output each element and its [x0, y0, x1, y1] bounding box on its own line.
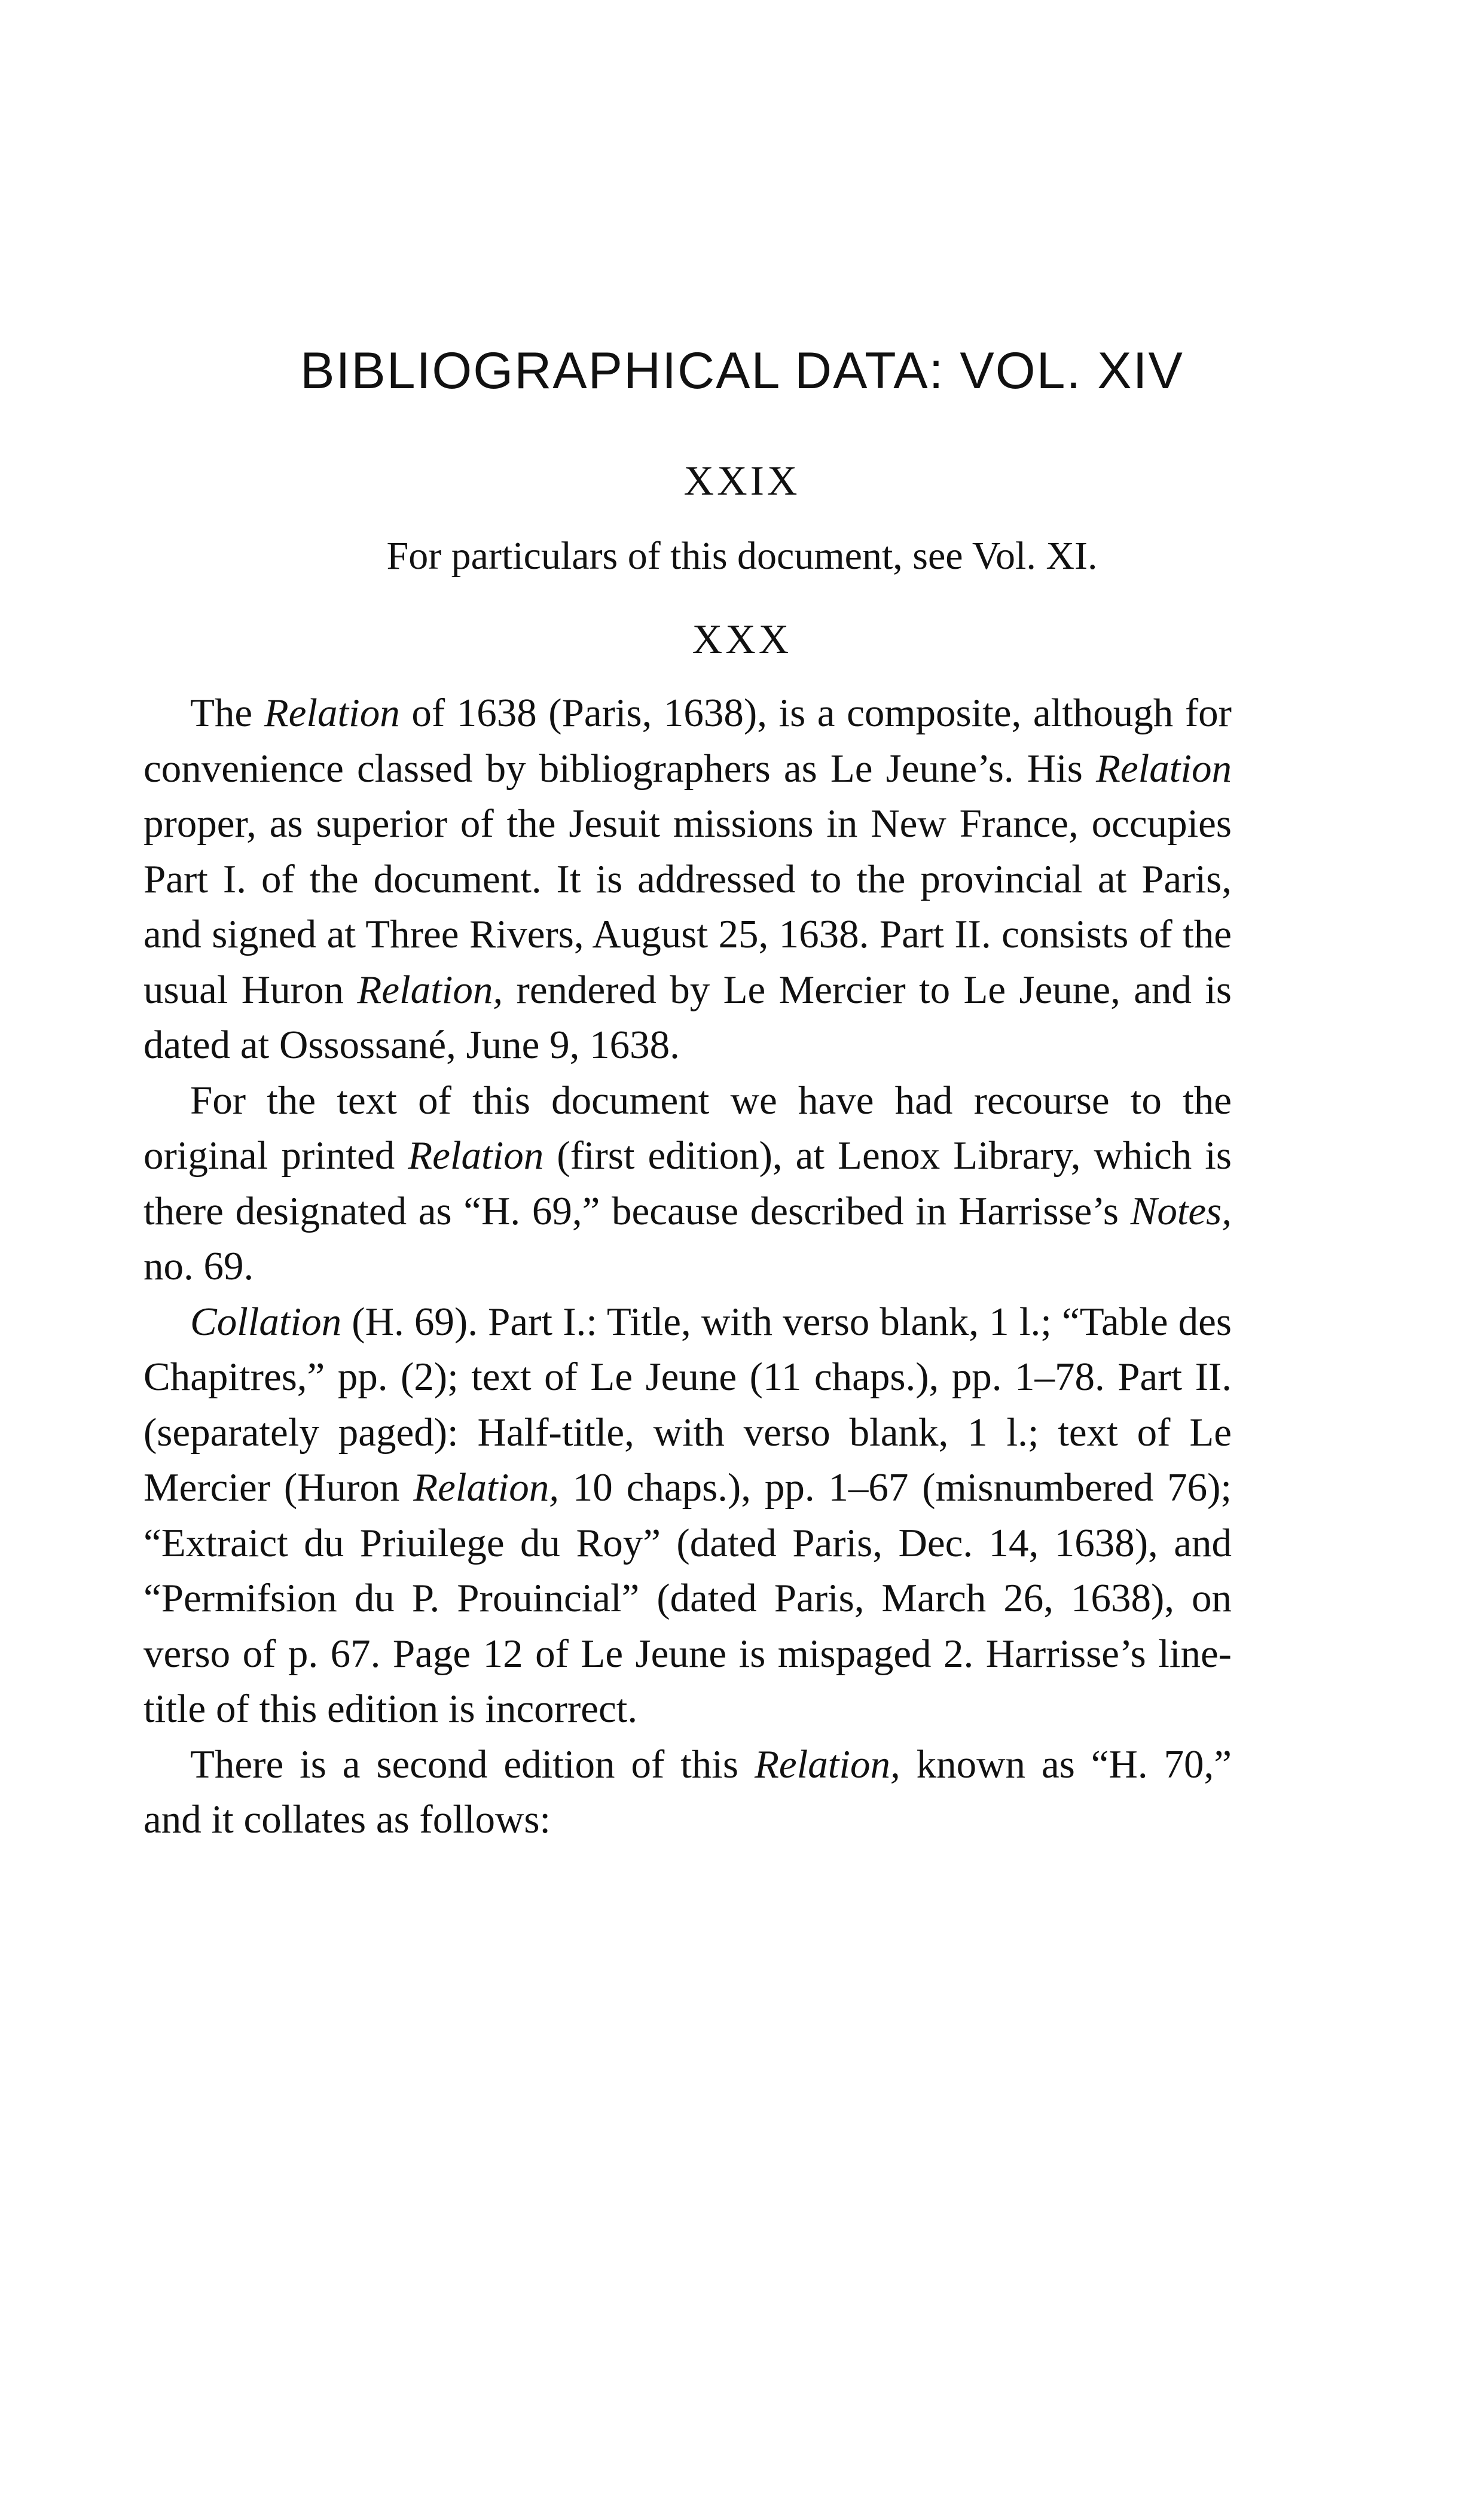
paragraph-second-edition [143, 1737, 1232, 1848]
text-run: rendered by Le Mercier to Le Jeune, and is dated at Ossossané, June 9, 1638. [143, 967, 1232, 1067]
italic-text-run: Relation, [754, 1742, 900, 1787]
text-run: (H. 69). Part I.: Title, with verso blank, 1 l.; “Table des Chapitres,” pp. (2); text of Le Jeune (11 chaps.), pp. 1–78. Part II. (separately paged): Half-title, with verso blank, 1 l.; text of Le Mercier (Huron [143, 1299, 1232, 1510]
italic-text-run: Relation [1095, 746, 1232, 791]
text-run: The [190, 691, 264, 735]
text-run: no. 69. [143, 1244, 254, 1288]
section-xxx-body [143, 685, 1232, 1848]
italic-text-run: Notes, [1130, 1188, 1232, 1233]
italic-text-run: Relation, [357, 967, 503, 1012]
text-run: (first edition), at Lenox Library, which is there designated as “H. 69,” because described in Harrisse’s [143, 1133, 1232, 1233]
italic-text-run: Collation [190, 1299, 342, 1344]
section-xxix-note: For particulars of this document, see Vol. XI. [386, 534, 1098, 578]
section-number-xxx: XXX [692, 617, 792, 663]
text-run: known as “H. 70,” and it collates as follows: [143, 1742, 1232, 1842]
text-run: of 1638 (Paris, 1638), is a composite, although for convenience classed by bibliographers as Le Jeune’s. His [143, 691, 1232, 791]
italic-text-run: Relation [408, 1133, 544, 1178]
paragraph-relation-overview [143, 685, 1232, 1073]
italic-text-run: Relation [264, 691, 400, 735]
text-run: 10 chaps.), pp. 1–67 (misnumbered 76); “Extraict du Priuilege du Roy” (dated Paris, Dec. 14, 1638), and “Permifsion du P. Prouincial” (dated Paris, March 26, 1638), on verso of p. 67. Page 12 of Le Jeune is mispaged 2. Harrisse’s line-title of this edition is incorrect. [143, 1465, 1232, 1731]
text-run: There is a second edition of this [190, 1742, 755, 1787]
text-run: proper, as superior of the Jesuit missions in New France, occupies Part I. of the document. It is addressed to the provincial at Paris, and signed at Three Rivers, August 25, 1638. Part II. consists of the usual Huron [143, 801, 1232, 1012]
text-run: For the text of this document we have had recourse to the original printed [143, 1078, 1232, 1178]
paragraph-collation [143, 1294, 1232, 1737]
italic-text-run: Relation, [413, 1465, 559, 1510]
paragraph-text-source [143, 1073, 1232, 1294]
section-number-xxix: XXIX [683, 458, 801, 504]
page-heading: BIBLIOGRAPHICAL DATA: VOL. XIV [300, 342, 1184, 400]
